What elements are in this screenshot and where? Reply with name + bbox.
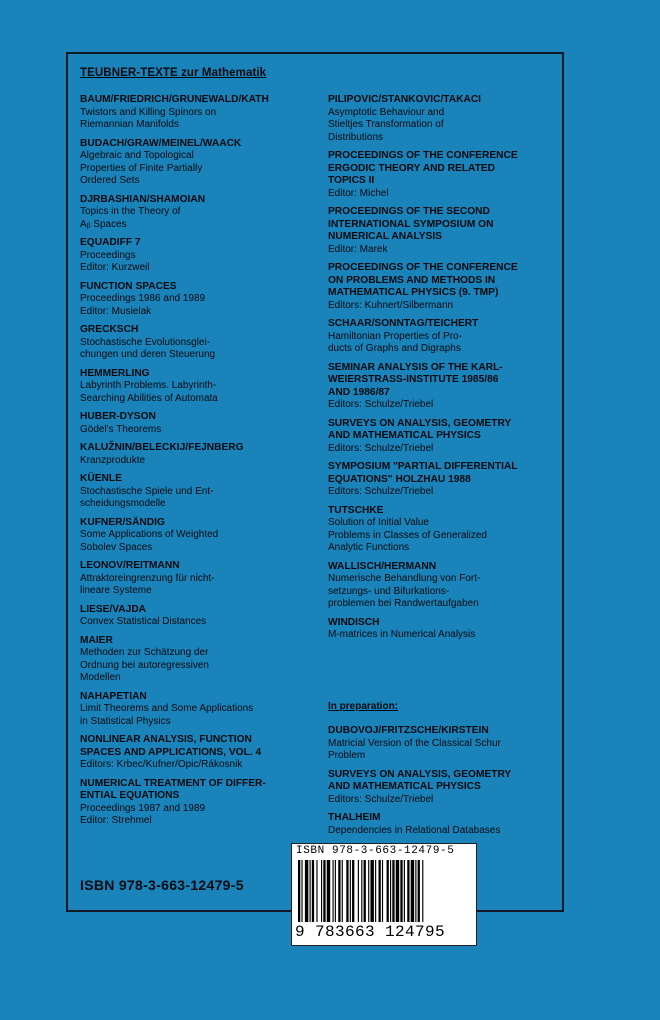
book-entry-title: SCHAAR/SONNTAG/TEICHERT [328,318,479,329]
book-entry [80,635,320,685]
book-entry-body: Editor: Marek [328,243,388,255]
book-entry [328,318,558,356]
book-entry-body: Hamiltonian Properties of Pro- ducts of Graphs and Digraphs [328,330,462,354]
book-entry-title: BUDACH/GRAW/MEINEL/WAACK [80,137,242,149]
book-entry-body: Editors: Schulze/Triebel [328,442,434,454]
book-entry-title: WINDISCH [328,616,380,628]
barcode-bar [361,860,362,922]
book-entry-title: SURVEYS ON ANALYSIS, GEOMETRY AND MATHEMATICAL PHYSICS [328,768,512,792]
book-entry-body: Solution of Initial Value Problems in Classes of Generalized Analytic Functions [328,517,487,553]
book-entry-title: DUBOVOJ/FRITZSCHE/KIRSTEIN [328,725,489,736]
barcode-bar [411,860,414,922]
book-entry [80,324,320,362]
book-entry [80,778,320,828]
barcode-bar [342,860,343,922]
barcode [291,843,477,946]
book-entry [80,368,320,406]
book-entry-body: Editors: Schulze/Triebel [328,793,434,805]
book-entry [328,362,558,412]
book-entry-title: PROCEEDINGS OF THE CONFERENCE ON PROBLEMS AND METHODS IN MATHEMATICAL PHYSICS (9. TMP) [328,262,518,298]
book-entry-body: Proceedings 1986 and 1989 Editor: Musielak [80,293,206,317]
book-entry-title: GRECKSCH [80,324,139,335]
barcode-bar [333,860,334,922]
isbn-text: ISBN 978-3-663-12479-5 [80,877,244,893]
book-entry [80,194,320,232]
book-entry-body: Stochastische Spiele und Ent- scheidungsmodelle [80,485,214,509]
book-entry-body: Kranzprodukte [80,454,146,466]
book-entry [328,505,558,555]
in-preparation-label: In preparation: [328,701,399,712]
book-entry [328,418,558,456]
book-entry-body: Limit Theorems and Some Applications in Statistical Physics [80,703,254,727]
book-entry-title: KÜENLE [80,473,122,484]
book-entry-body: M-matrices in Numerical Analysis [328,629,476,640]
book-entry-body: Twistors and Killing Spinors on Riemannian Manifolds [80,106,217,130]
barcode-bar [407,860,409,922]
barcode-bar [392,860,394,922]
book-entry [328,262,558,312]
book-entry [328,150,558,200]
book-entry-title: PILIPOVIC/STANKOVIC/TAKACI [328,94,482,105]
barcode-bar [323,860,325,922]
book-entry-body: Editors: Krbec/Kufner/Opic/Rákosnik [80,759,243,770]
barcode-bar [379,860,381,922]
book-entry-body: Some Applications of Weighted Sobolev Spaces [80,529,219,553]
barcode-bar [312,860,314,922]
book-entry-body: Editors: Schulze/Triebel [328,399,434,410]
book-entry-body: Methoden zur Schätzung der Ordnung bei autoregressiven Modellen [80,647,209,683]
book-entry-title: NAHAPETIAN [80,690,147,702]
barcode-bar [364,860,366,922]
barcode-bar [387,860,389,922]
book-entry [80,734,320,772]
barcode-bar [415,860,416,922]
barcode-bar [368,860,369,922]
book-entry-body: Editors: Kuhnert/Silbermann [328,299,454,311]
barcode-bars [292,860,476,924]
right-column [328,94,558,648]
barcode-bar [350,860,351,922]
book-entry-body: Convex Statistical Distances [80,616,207,627]
book-entry-title: SURVEYS ON ANALYSIS, GEOMETRY AND MATHEMATICAL PHYSICS [328,417,512,441]
book-entry-body: Proceedings 1987 and 1989 Editor: Strehmel [80,802,206,826]
book-entry [80,411,320,436]
book-entry-title: LIESE/VAJDA [80,603,147,615]
book-entry [328,769,558,807]
barcode-bar [327,860,330,922]
book-entry [80,237,320,275]
book-entry-title: TUTSCHKE [328,504,384,516]
book-entry-body: Proceedings Editor: Kurzweil [80,249,150,273]
barcode-bar [316,860,317,922]
barcode-bar [358,860,359,922]
book-entry-title: FUNCTION SPACES [80,280,177,292]
book-entry-body: Dependencies in Relational Databases [328,824,501,836]
book-entry [80,442,320,467]
book-entry-body: Attraktoreingrenzung für nicht- lineare Systeme [80,572,215,596]
barcode-digits: 9 783663 124795 [295,923,446,941]
book-entry-body: Gödel's Theorems [80,423,162,435]
book-entry-body: Asymptotic Behaviour and Stieltjes Transformation of Distributions [328,106,445,143]
barcode-bar [404,860,405,922]
book-entry-title: BAUM/FRIEDRICH/GRUNEWALD/KATH [80,94,269,105]
book-entry-title: NUMERICAL TREATMENT OF DIFFER- ENTIAL EQUATIONS [80,777,266,801]
barcode-bar [400,860,402,922]
book-entry [80,517,320,555]
book-entry-title: WALLISCH/HERMANN [328,560,437,572]
book-entry-body: Algebraic and Topological Properties of Finite Partially Ordered Sets [80,150,203,186]
book-entry-body: Editor: Michel [328,187,389,199]
book-entry-body: Numerische Behandlung von Fort- setzungs- und Bifurkations- problemen bei Randwertaufgaben [328,573,481,609]
book-entry [328,725,558,763]
book-entry-body: Matricial Version of the Classical Schur Problem [328,737,501,761]
book-entry-title: SYMPOSIUM "PARTIAL DIFFERENTIAL EQUATIONS" HOLZHAU 1988 [328,461,518,485]
book-entry [80,94,320,132]
book-entry-body: Editors: Schulze/Triebel [328,486,434,497]
book-entry-title: HEMMERLING [80,367,150,379]
book-entry [328,617,558,642]
barcode-bar [310,860,311,922]
barcode-bar [396,860,399,922]
barcode-bar [321,860,322,922]
barcode-bar [370,860,373,922]
barcode-bar [375,860,376,922]
barcode-bar [418,860,420,922]
book-entry-title: NONLINEAR ANALYSIS, FUNCTION SPACES AND APPLICATIONS, VOL. 4 [80,734,262,758]
barcode-bar [305,860,308,922]
book-entry [328,94,558,144]
book-entry-title: PROCEEDINGS OF THE CONFERENCE ERGODIC THEORY AND RELATED TOPICS II [328,150,518,186]
book-entry-body: Topics in the Theory of Aᵦ Spaces [80,206,181,230]
book-entry-title: EQUADIFF 7 [80,237,141,248]
book-entry-title: KALUŽNIN/BELECKIJ/FEJNBERG [80,442,244,453]
book-entry [80,138,320,188]
book-entry-title: PROCEEDINGS OF THE SECOND INTERNATIONAL SYMPOSIUM ON NUMERICAL ANALYSIS [328,206,494,242]
barcode-bar [390,860,391,922]
book-entry [80,691,320,729]
book-entry-title: MAIER [80,634,113,646]
barcode-bar [382,860,383,922]
series-title: TEUBNER-TEXTE zur Mathematik [80,67,267,79]
book-entry-title: DJRBASHIAN/SHAMOIAN [80,193,206,205]
book-entry [80,604,320,629]
barcode-bar [335,860,336,922]
left-column [80,94,320,834]
barcode-bar [338,860,340,922]
book-entry-title: HUBER-DYSON [80,411,156,422]
in-preparation-list [328,725,558,843]
book-entry-body: Stochastische Evolutionsglei- chungen und deren Steuerung [80,336,216,360]
book-entry [80,281,320,319]
barcode-bar [298,860,300,922]
book-entry [80,560,320,598]
book-entry [328,461,558,499]
book-entry-title: LEONOV/REITMANN [80,560,180,571]
book-entry [80,473,320,511]
book-entry-body: Labyrinth Problems. Labyrinth- Searching Abilities of Automata [80,380,218,404]
book-entry [328,206,558,256]
book-entry [328,812,558,837]
book-entry-title: THALHEIM [328,812,381,823]
book-entry [328,561,558,611]
barcode-bar [352,860,354,922]
barcode-bar [301,860,302,922]
barcode-bar [422,860,423,922]
book-entry-title: SEMINAR ANALYSIS OF THE KARL- WEIERSTRASS-INSTITUTE 1985/86 AND 1986/87 [328,361,503,398]
barcode-bar [346,860,348,922]
barcode-isbn-label: ISBN 978-3-663-12479-5 [296,845,455,857]
book-entry-title: KUFNER/SÄNDIG [80,516,165,528]
